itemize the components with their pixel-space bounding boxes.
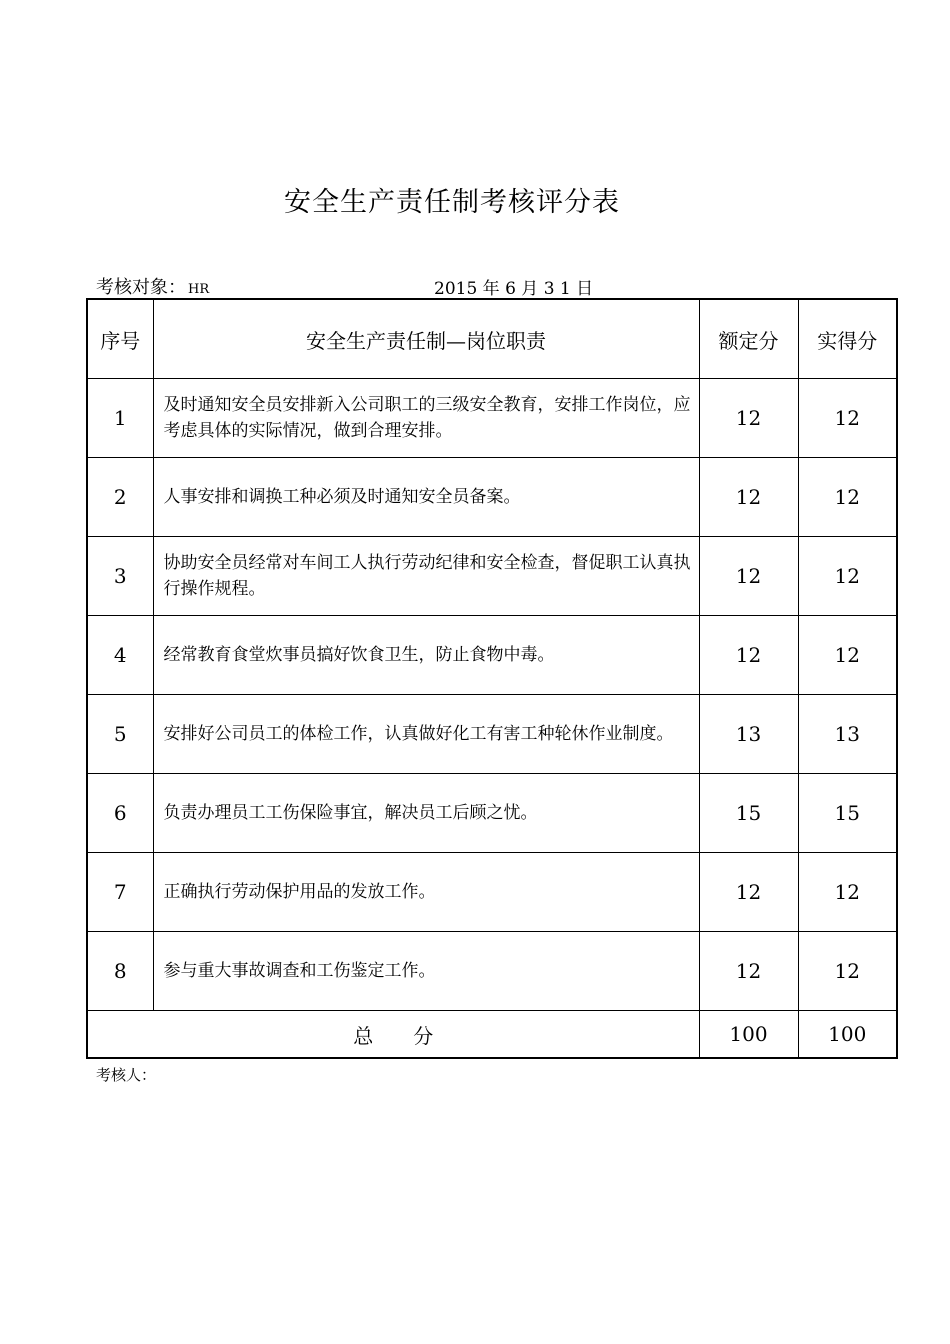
page-title: 安全生产责任制考核评分表 [284, 187, 620, 218]
table-row [87, 695, 897, 774]
row-quota: 12 [699, 458, 798, 537]
row-quota: 12 [699, 379, 798, 458]
row-actual: 12 [798, 379, 897, 458]
assessment-target-value: HR [188, 282, 210, 297]
table-row [87, 537, 897, 616]
header-actual: 实得分 [798, 299, 897, 379]
row-actual: 15 [798, 774, 897, 853]
table-row [87, 379, 897, 458]
header-quota: 额定分 [699, 299, 798, 379]
table-row [87, 774, 897, 853]
row-quota: 15 [699, 774, 798, 853]
row-quota: 13 [699, 695, 798, 774]
table-row [87, 616, 897, 695]
row-duty: 人事安排和调换工种必须及时通知安全员备案。 [153, 458, 699, 537]
total-actual: 100 [798, 1011, 897, 1059]
row-no: 7 [87, 853, 153, 932]
row-duty: 及时通知安全员安排新入公司职工的三级安全教育，安排工作岗位，应考虑具体的实际情况，做到合理安排。 [153, 379, 699, 458]
row-no: 6 [87, 774, 153, 853]
row-no: 2 [87, 458, 153, 537]
score-table [86, 298, 898, 1059]
row-actual: 13 [798, 695, 897, 774]
table-row [87, 458, 897, 537]
row-no: 3 [87, 537, 153, 616]
row-no: 5 [87, 695, 153, 774]
assessment-target [96, 273, 209, 299]
table-row [87, 853, 897, 932]
table-header-row [87, 299, 897, 379]
row-actual: 12 [798, 537, 897, 616]
row-no: 8 [87, 932, 153, 1011]
row-actual: 12 [798, 853, 897, 932]
total-row [87, 1011, 897, 1059]
total-label: 总 分 [87, 1011, 699, 1059]
row-duty: 负责办理员工工伤保险事宜，解决员工后顾之忧。 [153, 774, 699, 853]
row-no: 1 [87, 379, 153, 458]
row-actual: 12 [798, 458, 897, 537]
row-duty: 安排好公司员工的体检工作，认真做好化工有害工种轮休作业制度。 [153, 695, 699, 774]
row-duty: 经常教育食堂炊事员搞好饮食卫生，防止食物中毒。 [153, 616, 699, 695]
row-no: 4 [87, 616, 153, 695]
row-quota: 12 [699, 932, 798, 1011]
assessment-target-label: 考核对象： [96, 277, 186, 298]
row-quota: 12 [699, 853, 798, 932]
reviewer-label: 考核人： [96, 1066, 157, 1084]
row-duty: 正确执行劳动保护用品的发放工作。 [153, 853, 699, 932]
table-row [87, 932, 897, 1011]
row-quota: 12 [699, 537, 798, 616]
header-no: 序号 [87, 299, 153, 379]
row-quota: 12 [699, 616, 798, 695]
row-duty: 参与重大事故调查和工伤鉴定工作。 [153, 932, 699, 1011]
header-duty: 安全生产责任制—岗位职责 [153, 299, 699, 379]
row-actual: 12 [798, 932, 897, 1011]
row-duty: 协助安全员经常对车间工人执行劳动纪律和安全检查，督促职工认真执行操作规程。 [153, 537, 699, 616]
total-quota: 100 [699, 1011, 798, 1059]
assessment-date: 2015 年 6 月 3 1 日 [434, 279, 594, 299]
row-actual: 12 [798, 616, 897, 695]
